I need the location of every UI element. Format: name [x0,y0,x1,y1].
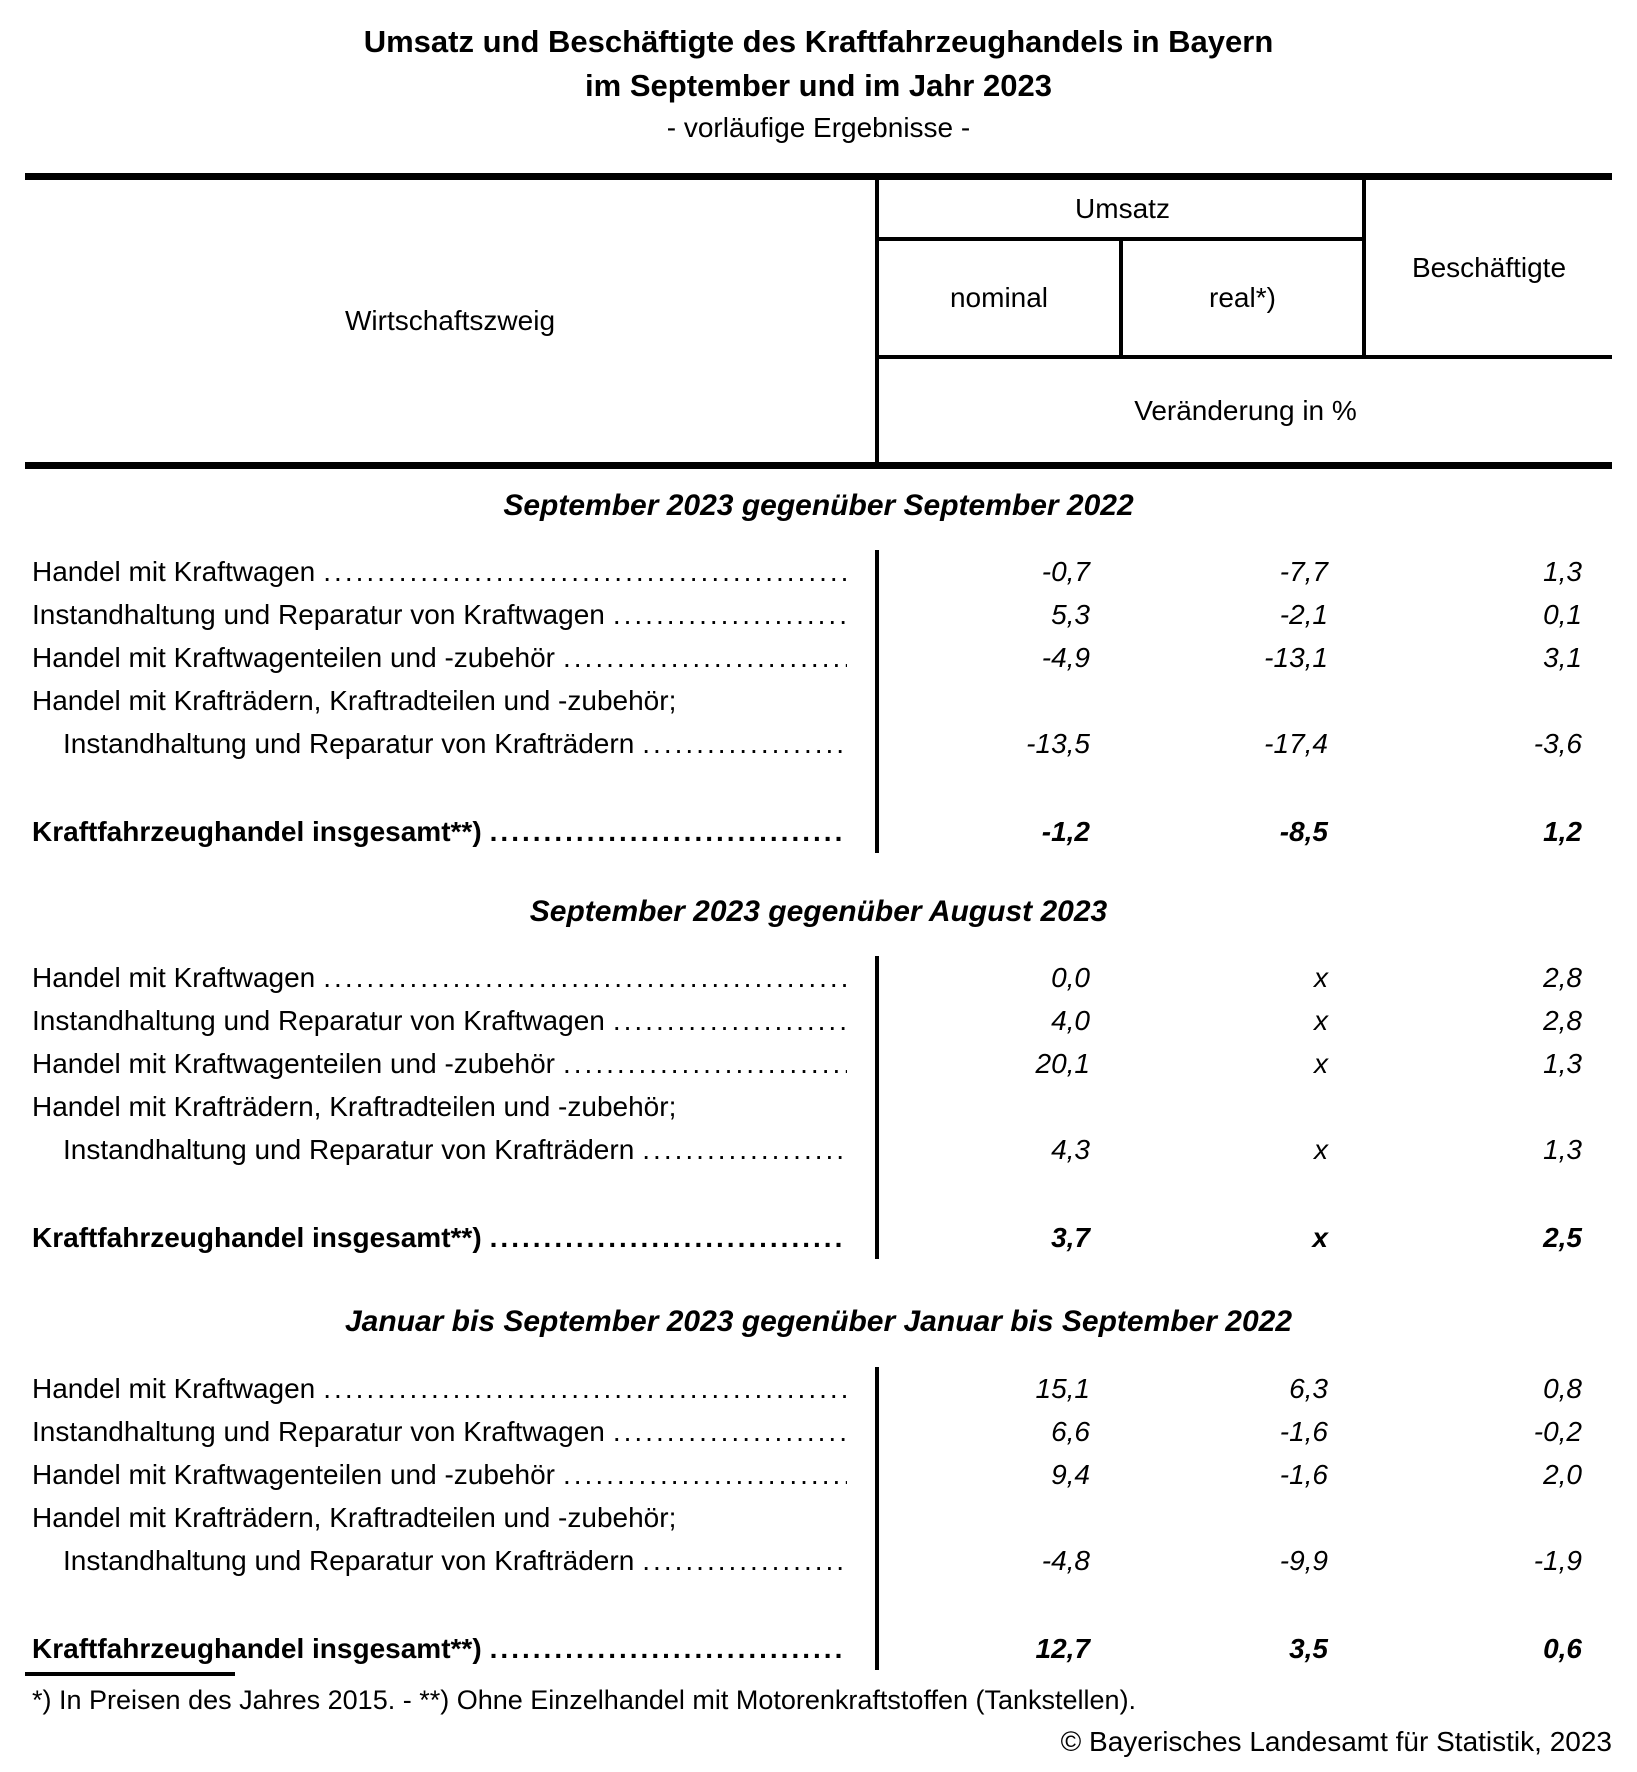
row-label: Handel mit Kraftwagen ..... [25,1367,875,1410]
value-nominal: 20,1 [1035,1048,1090,1079]
value-beschaeftigte: -0,2 [1533,1416,1582,1447]
value-nominal: 4,3 [1051,1134,1090,1165]
dot-leader [563,1042,847,1085]
value-beschaeftigte: 2,8 [1543,962,1582,993]
value-beschaeftigte: 0,8 [1543,1373,1582,1404]
dot-leader [563,1453,847,1496]
value-beschaeftigte: -1,9 [1533,1545,1582,1576]
dot-leader [613,999,847,1042]
value-real: -7,7 [1279,556,1328,587]
value-beschaeftigte: 1,3 [1543,1134,1582,1165]
value-real: -8,5 [1279,816,1328,847]
dot-leader [613,1410,847,1453]
table-row [25,679,1612,722]
page-title-line-2: im September und im Jahr 2023 [585,68,1052,103]
page-title-line-1: Umsatz und Beschäftigte des Kraftfahrzeughandels in Bayern [363,24,1274,59]
value-nominal: 4,0 [1051,1005,1090,1036]
table-row [25,1128,1612,1171]
value-real: x [1314,1005,1328,1036]
dot-leader [642,722,847,765]
value-beschaeftigte: -3,6 [1533,728,1582,759]
value-real: -17,4 [1264,728,1328,759]
dot-leader [563,636,847,679]
row-label: Instandhaltung und Reparatur von Krafträdern ..... [25,1539,875,1582]
col-header-umsatz: Umsatz [1075,192,1170,224]
table-row [25,1042,1612,1085]
row-label: Handel mit Krafträdern, Kraftradteilen und -zubehör; [32,1502,677,1533]
value-beschaeftigte: 0,6 [1543,1633,1582,1664]
table-row [25,1085,1612,1128]
row-label: Handel mit Kraftwagen ..... [25,956,875,999]
dot-leader [323,1367,847,1410]
copyright-text: © Bayerisches Landesamt für Statistik, 2023 [1060,1726,1612,1757]
value-real: 3,5 [1289,1633,1328,1664]
section-rows [25,1367,1612,1670]
row-label: Handel mit Krafträdern, Kraftradteilen und -zubehör; [32,685,677,716]
value-beschaeftigte: 1,3 [1543,556,1582,587]
row-spacer [25,1582,1612,1627]
dot-leader [490,810,847,853]
value-real: 6,3 [1289,1373,1328,1404]
total-row [25,810,1612,853]
value-real: x [1312,1222,1328,1253]
value-nominal: 6,6 [1051,1416,1090,1447]
dot-leader [642,1128,847,1171]
table-row [25,550,1612,593]
section-heading: September 2023 gegenüber August 2023 [529,895,1108,928]
table-row [25,999,1612,1042]
section-heading: September 2023 gegenüber September 2022 [503,489,1134,522]
value-beschaeftigte: 2,0 [1543,1459,1582,1490]
value-beschaeftigte: 1,2 [1543,816,1582,847]
value-real: -9,9 [1279,1545,1328,1576]
table-row [25,1453,1612,1496]
col-header-wirtschaftszweig: Wirtschaftszweig [344,305,556,336]
row-label: Handel mit Kraftwagenteilen und -zubehör ..... [25,636,875,679]
value-nominal: -4,9 [1041,642,1090,673]
value-nominal: 3,7 [1051,1222,1090,1253]
value-real: -1,6 [1279,1416,1328,1447]
footnote-rule [25,1672,235,1676]
total-row [25,1216,1612,1259]
value-beschaeftigte: 1,3 [1543,1048,1582,1079]
col-header-real: real*) [1209,282,1276,313]
table-row [25,593,1612,636]
dot-leader [613,593,847,636]
row-label: Handel mit Kraftwagen ..... [25,550,875,593]
row-label: Instandhaltung und Reparatur von Kraftwagen ..... [25,1410,875,1453]
dot-leader [642,1539,847,1582]
row-label: Instandhaltung und Reparatur von Krafträdern ..... [25,722,875,765]
value-real: x [1314,1134,1328,1165]
dot-leader [490,1627,847,1670]
col-header-nominal: nominal [949,282,1049,313]
value-real: -2,1 [1279,599,1328,630]
value-nominal: -0,7 [1041,556,1090,587]
page-subtitle: - vorläufige Ergebnisse - [666,112,971,143]
row-label: Instandhaltung und Reparatur von Kraftwagen ..... [25,593,875,636]
table [25,173,1612,1762]
row-label: Handel mit Kraftwagenteilen und -zubehör ..... [25,1042,875,1085]
column-divider-line [875,956,879,1259]
section-rows [25,956,1612,1259]
dot-leader [323,550,847,593]
column-divider-line [875,550,879,853]
dot-leader [323,956,847,999]
value-nominal: -4,8 [1041,1545,1090,1576]
column-divider-line [875,1367,879,1670]
value-nominal: -1,2 [1041,816,1090,847]
value-beschaeftigte: 2,5 [1543,1222,1582,1253]
value-real: -13,1 [1264,642,1328,673]
value-real: x [1314,1048,1328,1079]
row-label: Kraftfahrzeughandel insgesamt**) ..... [25,1627,875,1670]
header-top-rule [25,173,1612,180]
row-spacer [25,765,1612,810]
unit-row-label: Veränderung in % [1134,394,1357,426]
row-label: Instandhaltung und Reparatur von Kraftwagen ..... [25,999,875,1042]
row-label: Handel mit Kraftwagenteilen und -zubehör ..... [25,1453,875,1496]
dot-leader [490,1216,847,1259]
value-nominal: 12,7 [1035,1633,1090,1664]
table-row [25,636,1612,679]
value-beschaeftigte: 3,1 [1543,642,1582,673]
total-row [25,1627,1612,1670]
row-label: Instandhaltung und Reparatur von Krafträdern ..... [25,1128,875,1171]
table-row [25,1410,1612,1453]
value-real: -1,6 [1279,1459,1328,1490]
table-row [25,722,1612,765]
table-row [25,1367,1612,1410]
row-label: Handel mit Krafträdern, Kraftradteilen und -zubehör; [32,1091,677,1122]
row-label: Kraftfahrzeughandel insgesamt**) ..... [25,810,875,853]
section-rows [25,550,1612,853]
title-block [0,0,1637,148]
table-row [25,956,1612,999]
table-header [25,173,1612,469]
value-nominal: 5,3 [1051,599,1090,630]
value-nominal: 9,4 [1051,1459,1090,1490]
value-nominal: 15,1 [1035,1373,1090,1404]
value-nominal: 0,0 [1051,962,1090,993]
header-bottom-rule [25,462,1612,469]
table-row [25,1539,1612,1582]
value-real: x [1314,962,1328,993]
row-label: Kraftfahrzeughandel insgesamt**) ..... [25,1216,875,1259]
value-nominal: -13,5 [1026,728,1090,759]
value-beschaeftigte: 2,8 [1543,1005,1582,1036]
section-heading: Januar bis September 2023 gegenüber Januar bis September 2022 [344,1305,1293,1338]
table-row [25,1496,1612,1539]
row-spacer [25,1171,1612,1216]
value-beschaeftigte: 0,1 [1543,599,1582,630]
col-header-beschaeftigte: Beschäftigte [1411,251,1567,283]
footnote-text: *) In Preisen des Jahres 2015. - **) Ohne Einzelhandel mit Motorenkraftstoffen (Tankstellen). [32,1685,1137,1715]
